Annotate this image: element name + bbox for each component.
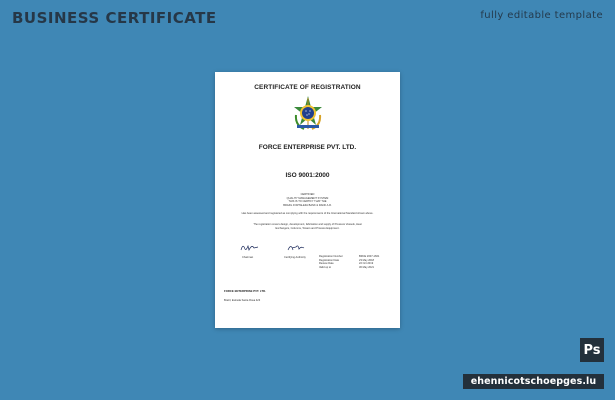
coat-of-arms-icon: [291, 95, 325, 131]
certified-line: THIS IS TO CERTIFY THAT THE: [288, 200, 327, 203]
certified-line: BRAZIL FORTALEZA BANK & RANK A.R.: [283, 203, 332, 207]
chairman-signature: [240, 242, 260, 252]
page-title: BUSINESS CERTIFICATE: [12, 9, 217, 27]
registration-row: [319, 266, 379, 270]
footer-company: FORCE ENTERPRISE PVT. LTD.: [224, 289, 266, 293]
scope-line: The registration covers design, development, fabrication and supply of Pressure Vessels, Heat: [253, 223, 362, 226]
scope-line: Exchangers, Columns, Towers and Process Equipment.: [275, 226, 340, 230]
certified-line: QUALITY MANAGEMENT SYSTEM: [286, 196, 329, 200]
registration-value: 30 May 2021: [359, 265, 374, 269]
certificate-heading: CERTIFICATE OF REGISTRATION: [254, 84, 361, 91]
registration-value: 23 May 2018: [359, 258, 374, 262]
certified-block: [235, 193, 380, 207]
authority-label: Certifying Authority: [284, 256, 306, 259]
registration-value: BRCE 2007-1661: [359, 255, 380, 258]
certificate-company: FORCE ENTERPRISE PVT. LTD.: [258, 144, 357, 151]
registration-label: Valid up to: [319, 265, 332, 269]
registration-label: Registration Number: [319, 255, 343, 258]
scope-statement: [235, 223, 380, 230]
watermark-label: ehennicotschoepges.lu: [463, 374, 604, 389]
photoshop-icon: Ps: [580, 338, 604, 362]
assessed-statement: Has been assessed and registered as complying with the requirements of the International Standard shown above.: [241, 212, 374, 215]
registration-value: 22 Oct 2019: [359, 262, 374, 265]
footer-address: Brazil, Estrada Santa Rosa 423: [224, 299, 261, 302]
registration-details: [319, 255, 379, 269]
certificate-document: [215, 72, 400, 328]
chairman-label: Chairman: [242, 256, 254, 259]
certificate-standard: ISO 9001:2000: [285, 172, 330, 179]
certified-line: CERTIFIED: [300, 193, 315, 196]
registration-label: Registration Date: [319, 258, 340, 262]
registration-label: Review Date: [319, 262, 334, 265]
page-subtitle: fully editable template: [480, 10, 603, 21]
authority-signature: [287, 242, 307, 252]
